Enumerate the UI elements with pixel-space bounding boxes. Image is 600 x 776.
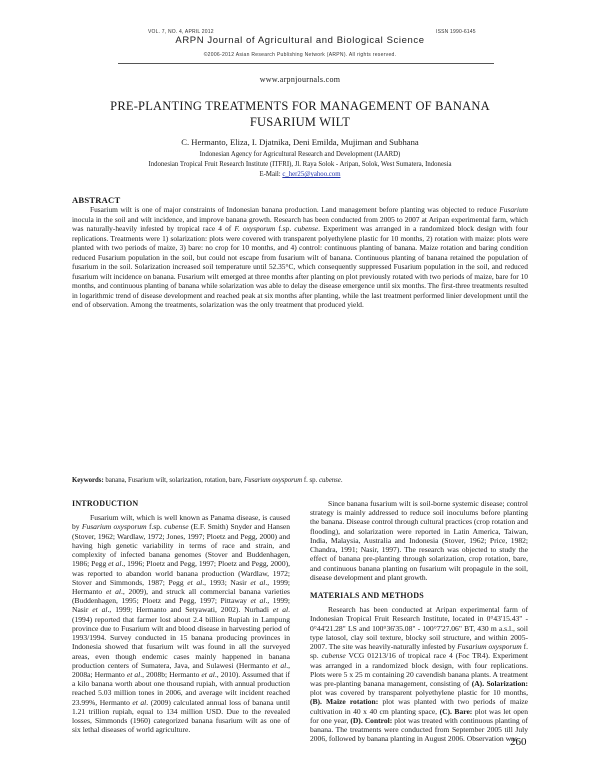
issn: ISSN 1990-6145 [436,29,476,35]
introduction-paragraph-2: Since banana fusarium wilt is soil-borne systemic disease; control strategy is mainly addressed to reduce soil inoculums before planting the banana. Disease control through cultural practices (crop rotation and flooding), and solarization were reported in Latin America, Taiwan, India, Malaysia, Australia and Indonesia (Stover, 1962; Price, 1982; Chandra, 1991; Nasir, 1997). The research was objected to study the effect of banana pre-planting through solarization, crop rotation, bare, and continuous banana planting on fusarium wilt propagule in the soil, disease development and plant growth. [310,499,528,582]
keywords: Keywords: banana, Fusarium wilt, solarization, rotation, bare, Fusarium oxysporum f. sp. cubense. [72,477,343,484]
page-number: 260 [510,736,527,748]
left-column [72,499,290,734]
volume-info: VOL. 7, NO. 4, APRIL 2012 [148,29,214,35]
affiliation-1: Indonesian Agency for Agricultural Research and Development (IAARD) [199,151,401,158]
methods-heading: MATERIALS AND METHODS [310,590,424,600]
methods-paragraph-1: Research has been conducted at Aripan experimental farm of Indonesian Tropical Fruit Research Institute, located in 0°43'15.43" - 0°44'21.28" LS and 100°36'35.08" - 100°7'27.06" BT, 430 m a.s.l., soil type latosol, clay soil texture, blocky soil structure, and within 2005-2007. The site was heavily-naturally infested by Fusarium oxysporum f. sp. cubense VCG 01213/16 of tropical race 4 (Foc TR4). Experiment was arranged in a randomized block design, with four replications. Plots were 5 x 25 m containing 20 cavendish banana plants. A treatment was pre-planting banana management, consisting of (A). Solarization: plot was covered by transparent polyethylene plastic for 10 months, (B). Maize rotation: plot was planted with two periods of maize cultivation in 40 x 40 cm planting space, (C). Bare: plot was let open for one year, (D). Control: plot was treated with continuous planting of banana. The treatments were conducted from September 2005 till July 2006, followed by banana planting in August 2006. Observation was [310,605,528,744]
title-line-1: PRE-PLANTING TREATMENTS FOR MANAGEMENT OF BANANA [110,99,490,113]
author-list: C. Hermanto, Eliza, I. Djatnika, Deni Emilda, Mujiman and Subhana [181,137,419,147]
introduction-heading: INTRODUCTION [72,499,139,508]
author-email [0,171,600,178]
email-label: E-Mail: [259,171,283,178]
journal-name: ARPN Journal of Agricultural and Biological Science [175,35,425,46]
title-line-2: FUSARIUM WILT [249,115,351,129]
email-link[interactable]: c_her25@yahoo.com [282,171,341,178]
introduction-paragraph-1: Fusarium wilt, which is well known as Panama disease, is caused by Fusarium oxysporum f.sp. cubense (E.F. Smith) Snyder and Hansen (Stover, 1962; Wardlaw, 1972; Jones, 1997; Ploetz and Pegg, 2000) and having high genetic variability in terms of race and strain, and complexity of infected banana genomes (Stover and Buddenhagen, 1986; Pegg et al., 1996; Ploetz and Pegg, 1997; Ploetz and Pegg, 2000), was reported to abandon world banana production (Wardlaw, 1972; Stover and Simmonds, 1987; Pegg et al., 1993; Nasir et al., 1999; Hermanto et al., 2009), and struck all commercial banana varieties (Buddenhagen, 1995; Ploetz and Pegg, 1997; Pittaway et al., 1999; Nasir et al., 1999; Hermanto and Setyawati, 2002). Nurhadi et al. (1994) reported that farmer lost about 2.4 billion Rupiah in Lampung province due to Fusarium wilt and blood disease in harvesting period of 1993/1994. Survey conducted in 15 banana producing provinces in Indonesia showed that fusarium wilt was found in all the surveyed areas, even though endemic cases mainly happened in banana production centers of Sumatera, Java, and Sulawesi (Hermanto et al., 2008a; Hermanto et al., 2008b; Hermanto et al., 2010). Assumed that if a kilo banana worth about one thousand rupiah, with annual production reached 5.03 million tones in 2006, and average wilt incident reached 23.99%, Hermanto et al. (2009) calculated annual loss of banana until 1.21 trillion rupiah, equal to 134 million USD. Due to the revealed losses, Simmonds (1960) categorized banana fusarium wilt as one of six lethal diseases of world agriculture. [72,513,291,735]
abstract-body: Fusarium wilt is one of major constraints of Indonesian banana production. Land management before planting was objected to reduce Fusarium inocula in the soil and wilt incidence, and improve banana growth. Research has been conducted from 2005 to 2007 at Aripan experimental farm, which was naturally-heavily infested by tropical race 4 of F. oxysporum f.sp. cubense. Experiment was arranged in a randomized block design with four replications. Treatments were 1) solarization: plots were covered with transparent polyethylene plastic for 10 months, 2) rotation with maize: plots were planted with two periods of maize, 3) bare: no crop for 10 months, and 4) control: continuous planting of banana. Maize rotation and baring condition reduced Fusarium population in the soil, but could not escape from fusarium wilt of banana. Continuous planting of banana retained the population of fusarium in the soil. Solarization increased soil temperature until 52.35°C, which consequently suppressed Fusarium population in the soil, and reduced fusarium wilt incidence on banana. Fusarium wilt emerged at three months after planting on plot previously rotated with two periods of maize, bare for 10 months, and continuous planting of banana while solarization was able to delay the disease emergence until six months. The first-three treatments resulted in logarithmic trend of disease development and reached peak at six months after planting, while the last treatment performed linier development until the end of observation. Among the treatments, solarization was the only treatment that produced yield. [72,205,528,310]
journal-website[interactable]: www.arpnjournals.com [259,75,341,84]
paper-title [60,98,540,130]
right-column [310,499,528,743]
header-divider [118,63,494,64]
copyright-notice: ©2006-2012 Asian Research Publishing Network (ARPN). All rights reserved. [203,52,397,58]
abstract-heading: ABSTRACT [72,195,121,205]
affiliation-2: Indonesian Tropical Fruit Research Institute (ITFRI), Jl. Raya Solok - Aripan, Solok, West Sumatera, Indonesia [148,161,452,168]
keywords-label: Keywords: [72,477,104,484]
